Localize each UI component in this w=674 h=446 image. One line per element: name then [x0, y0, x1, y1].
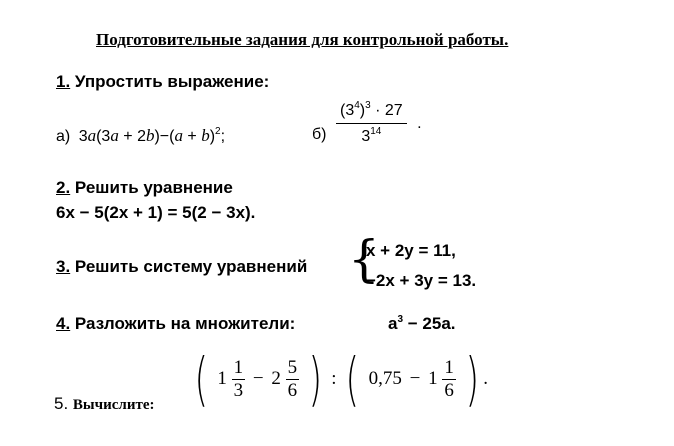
minus-sign: −	[252, 368, 264, 389]
var-a: a	[110, 126, 119, 145]
left-paren: (	[194, 345, 209, 413]
task-5-number: 5.	[54, 394, 69, 413]
fraction-numerator	[336, 102, 407, 124]
right-paren: )	[465, 345, 479, 413]
exponent: 4	[354, 100, 360, 111]
expr-part: a	[388, 314, 398, 333]
expr-part: 3	[361, 128, 371, 145]
left-paren: (	[345, 345, 360, 413]
expr-part: )	[359, 102, 366, 119]
fraction-numerator: 1	[444, 356, 454, 378]
task-2-number: 2.	[56, 178, 71, 197]
task-4-text: Разложить на множители:	[74, 314, 296, 333]
system-equation-2: −2x + 3y = 13.	[366, 271, 477, 290]
fraction-denominator: 3	[233, 379, 244, 401]
page-title: Подготовительные задания для контрольной работы.	[96, 30, 509, 49]
task-3-heading	[56, 257, 307, 277]
var-b: b	[145, 126, 155, 145]
fraction-denominator: 6	[287, 379, 298, 401]
task-2-text: Решить уравнение	[74, 178, 233, 197]
task-1a-expression	[56, 126, 225, 146]
exponent: 3	[365, 100, 371, 111]
fraction	[442, 357, 456, 402]
expr-part: (3	[340, 102, 355, 119]
task-5-text: Вычислите:	[72, 397, 155, 413]
decimal-number: 0,75	[368, 368, 402, 389]
minus-sign: −	[409, 368, 421, 389]
expr-part: +	[182, 128, 202, 145]
task-3-number: 3.	[56, 257, 71, 276]
expr-part: ;	[220, 128, 226, 145]
fraction-denominator: 6	[444, 379, 454, 401]
fraction-numerator: 5	[287, 356, 298, 378]
exponent: 2	[215, 126, 221, 137]
division-sign: :	[331, 368, 337, 389]
exponent: 3	[397, 314, 404, 325]
fraction	[232, 357, 246, 402]
expr-part: .	[483, 368, 489, 389]
system-equation-1: x + 2y = 11,	[366, 241, 456, 260]
task-3-text: Решить систему уравнений	[74, 257, 308, 276]
expr-part: + 2	[118, 128, 146, 145]
expr-part: 3	[78, 128, 88, 145]
exponent: 14	[370, 126, 382, 137]
var-a: a	[87, 126, 97, 145]
fraction	[286, 357, 300, 402]
var-a: a	[174, 126, 183, 145]
fraction-denominator	[336, 124, 407, 146]
expr-part: )−(	[154, 128, 175, 145]
task-1a-label: а)	[56, 128, 71, 145]
expr-part: − 25a.	[403, 314, 456, 333]
task-2-equation: 6x − 5(2x + 1) = 5(2 − 3x).	[56, 203, 256, 222]
task-1b-label: б)	[312, 126, 327, 143]
var-b: b	[201, 126, 210, 145]
task-1-number: 1.	[56, 72, 71, 91]
mixed-whole: 2	[271, 368, 281, 389]
task-2-heading	[56, 178, 233, 198]
task-1-heading	[56, 72, 269, 92]
mixed-whole: 1	[428, 368, 438, 389]
task-1b-fraction	[336, 102, 422, 146]
expr-part: )	[209, 128, 216, 145]
task-4-expression	[388, 314, 456, 334]
expr-part: (3	[96, 128, 111, 145]
fraction-numerator: 1	[233, 356, 244, 378]
task-5-expression	[190, 345, 489, 413]
system-brace: {	[348, 230, 380, 288]
expr-part: · 27	[370, 102, 403, 119]
expr-part: .	[417, 115, 422, 133]
task-4-heading	[56, 314, 295, 334]
mixed-whole: 1	[217, 368, 227, 389]
task-4-number: 4.	[56, 314, 71, 333]
right-paren: )	[308, 345, 322, 413]
task-1-text: Упростить выражение:	[74, 72, 270, 91]
task-5-heading	[54, 394, 154, 414]
